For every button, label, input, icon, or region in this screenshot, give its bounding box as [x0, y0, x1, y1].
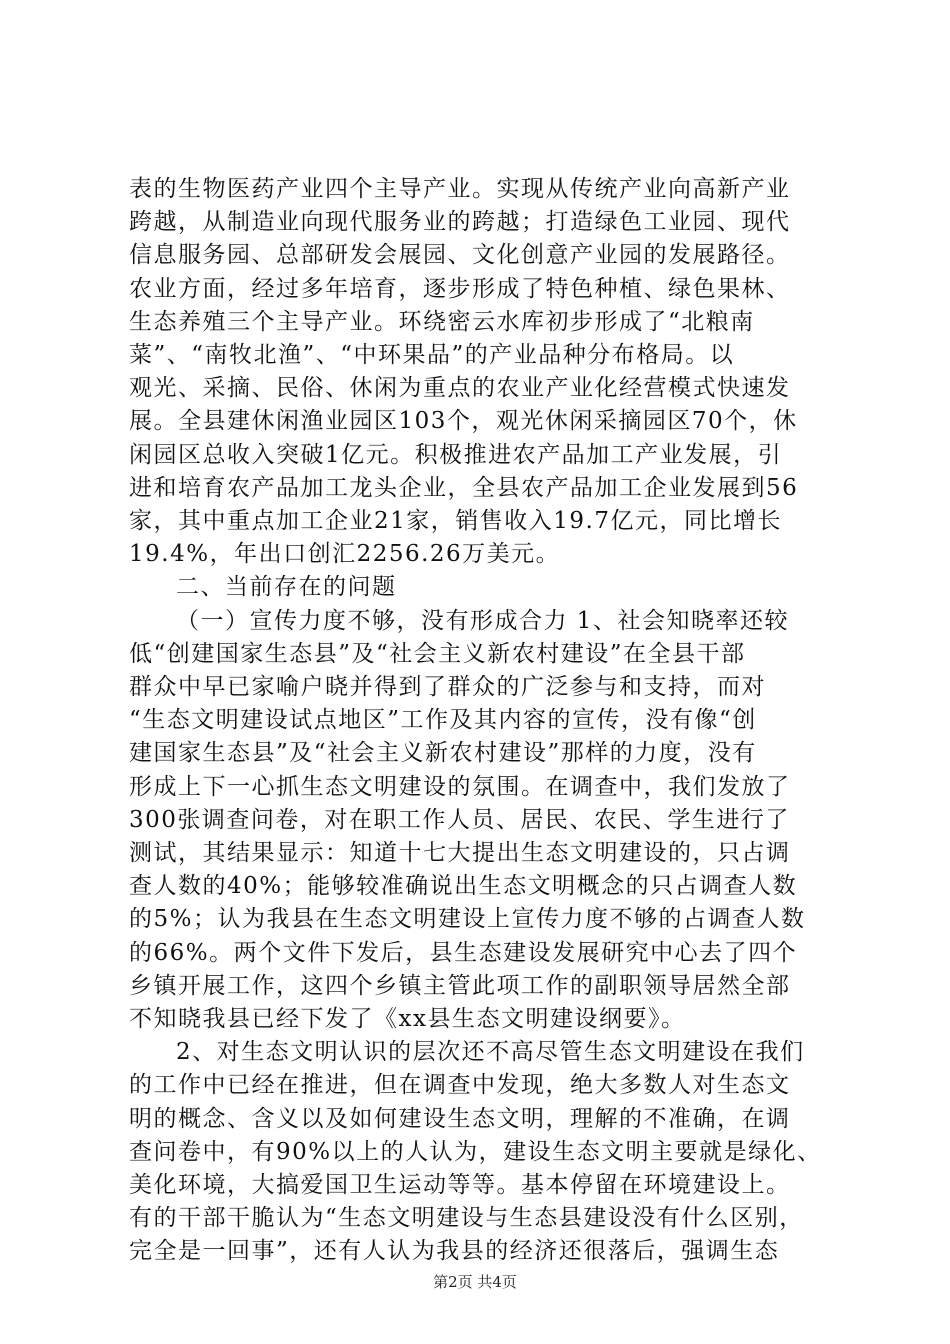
page-footer: 第2页 共4页	[433, 1273, 517, 1291]
text-line: 进和培育农产品加工龙头企业，全县农产品加工企业发展到56	[129, 474, 799, 501]
text-line: 建国家生态县”及“社会主义新农村建设”那样的力度，没有	[129, 740, 757, 767]
text-line: 生态养殖三个主导产业。环绕密云水库初步形成了“北粮南	[129, 308, 755, 335]
text-line: 展。全县建休闲渔业园区103个，观光休闲采摘园区70个，休	[129, 408, 798, 435]
text-line: 完全是一回事”，还有人认为我县的经济还很落后，强调生态	[129, 1238, 780, 1265]
text-line: 查问卷中，有90%以上的人认为，建设生态文明主要就是绿化、	[129, 1138, 822, 1165]
text-line: 19.4%，年出口创汇2256.26万美元。	[129, 541, 561, 568]
text-line: 乡镇开展工作，这四个乡镇主管此项工作的副职领导居然全部	[129, 972, 791, 999]
text-line: “生态文明建设试点地区”工作及其内容的宣传，没有像“创	[129, 707, 757, 734]
text-line: 跨越，从制造业向现代服务业的跨越；打造绿色工业园、现代	[129, 209, 791, 236]
text-line: 的66%。两个文件下发后，县生态建设发展研究中心去了四个	[129, 939, 798, 966]
text-line: 的5%；认为我县在生态文明建设上宣传力度不够的占调查人数	[129, 906, 806, 933]
text-line: 不知晓我县已经下发了《xx县生态文明建设纲要》。	[129, 1006, 686, 1032]
text-line: 农业方面，经过多年培育，逐步形成了特色种植、绿色果林、	[129, 275, 791, 302]
text-line: 二、当前存在的问题	[176, 574, 397, 601]
text-line: 家，其中重点加工企业21家，销售收入19.7亿元，同比增长	[129, 508, 782, 534]
text-line: 观光、采摘、民俗、休闲为重点的农业产业化经营模式快速发	[129, 375, 791, 402]
text-line: 的工作中已经在推进，但在调查中发现，绝大多数人对生态文	[129, 1072, 791, 1099]
text-line: 形成上下一心抓生态文明建设的氛围。在调查中，我们发放了	[129, 773, 791, 800]
text-line: 美化环境，大搞爱国卫生运动等等。基本停留在环境建设上。	[129, 1172, 791, 1198]
text-line: 闲园区总收入突破1亿元。积极推进农产品加工产业发展，引	[129, 441, 783, 468]
text-line: 表的生物医药产业四个主导产业。实现从传统产业向高新产业	[129, 176, 791, 202]
text-line: 2、对生态文明认识的层次还不高尽管生态文明建设在我们	[176, 1039, 805, 1066]
text-line: 查人数的40%；能够较准确说出生态文明概念的只占调查人数	[129, 873, 798, 900]
text-line: 300张调查问卷，对在职工作人员、居民、农民、学生进行了	[129, 806, 790, 833]
text-line: 群众中早已家喻户晓并得到了群众的广泛参与和支持，而对	[129, 674, 766, 700]
text-line: 信息服务园、总部研发会展园、文化创意产业园的发展路径。	[129, 242, 791, 269]
text-line: 明的概念、含义以及如何建设生态文明，理解的不准确，在调	[129, 1105, 791, 1132]
text-line: 有的干部干脆认为“生态文明建设与生态县建设没有什么区别，	[129, 1205, 804, 1232]
text-line: 菜”、“南牧北渔”、“中环果品”的产业品种分布格局。以	[129, 342, 735, 368]
text-line: 低“创建国家生态县”及“社会主义新农村建设”在全县干部	[129, 640, 746, 667]
text-line: 测试，其结果显示：知道十七大提出生态文明建设的，只占调	[129, 840, 791, 866]
text-line: （一）宣传力度不够，没有形成合力 1、社会知晓率还较	[176, 607, 789, 634]
